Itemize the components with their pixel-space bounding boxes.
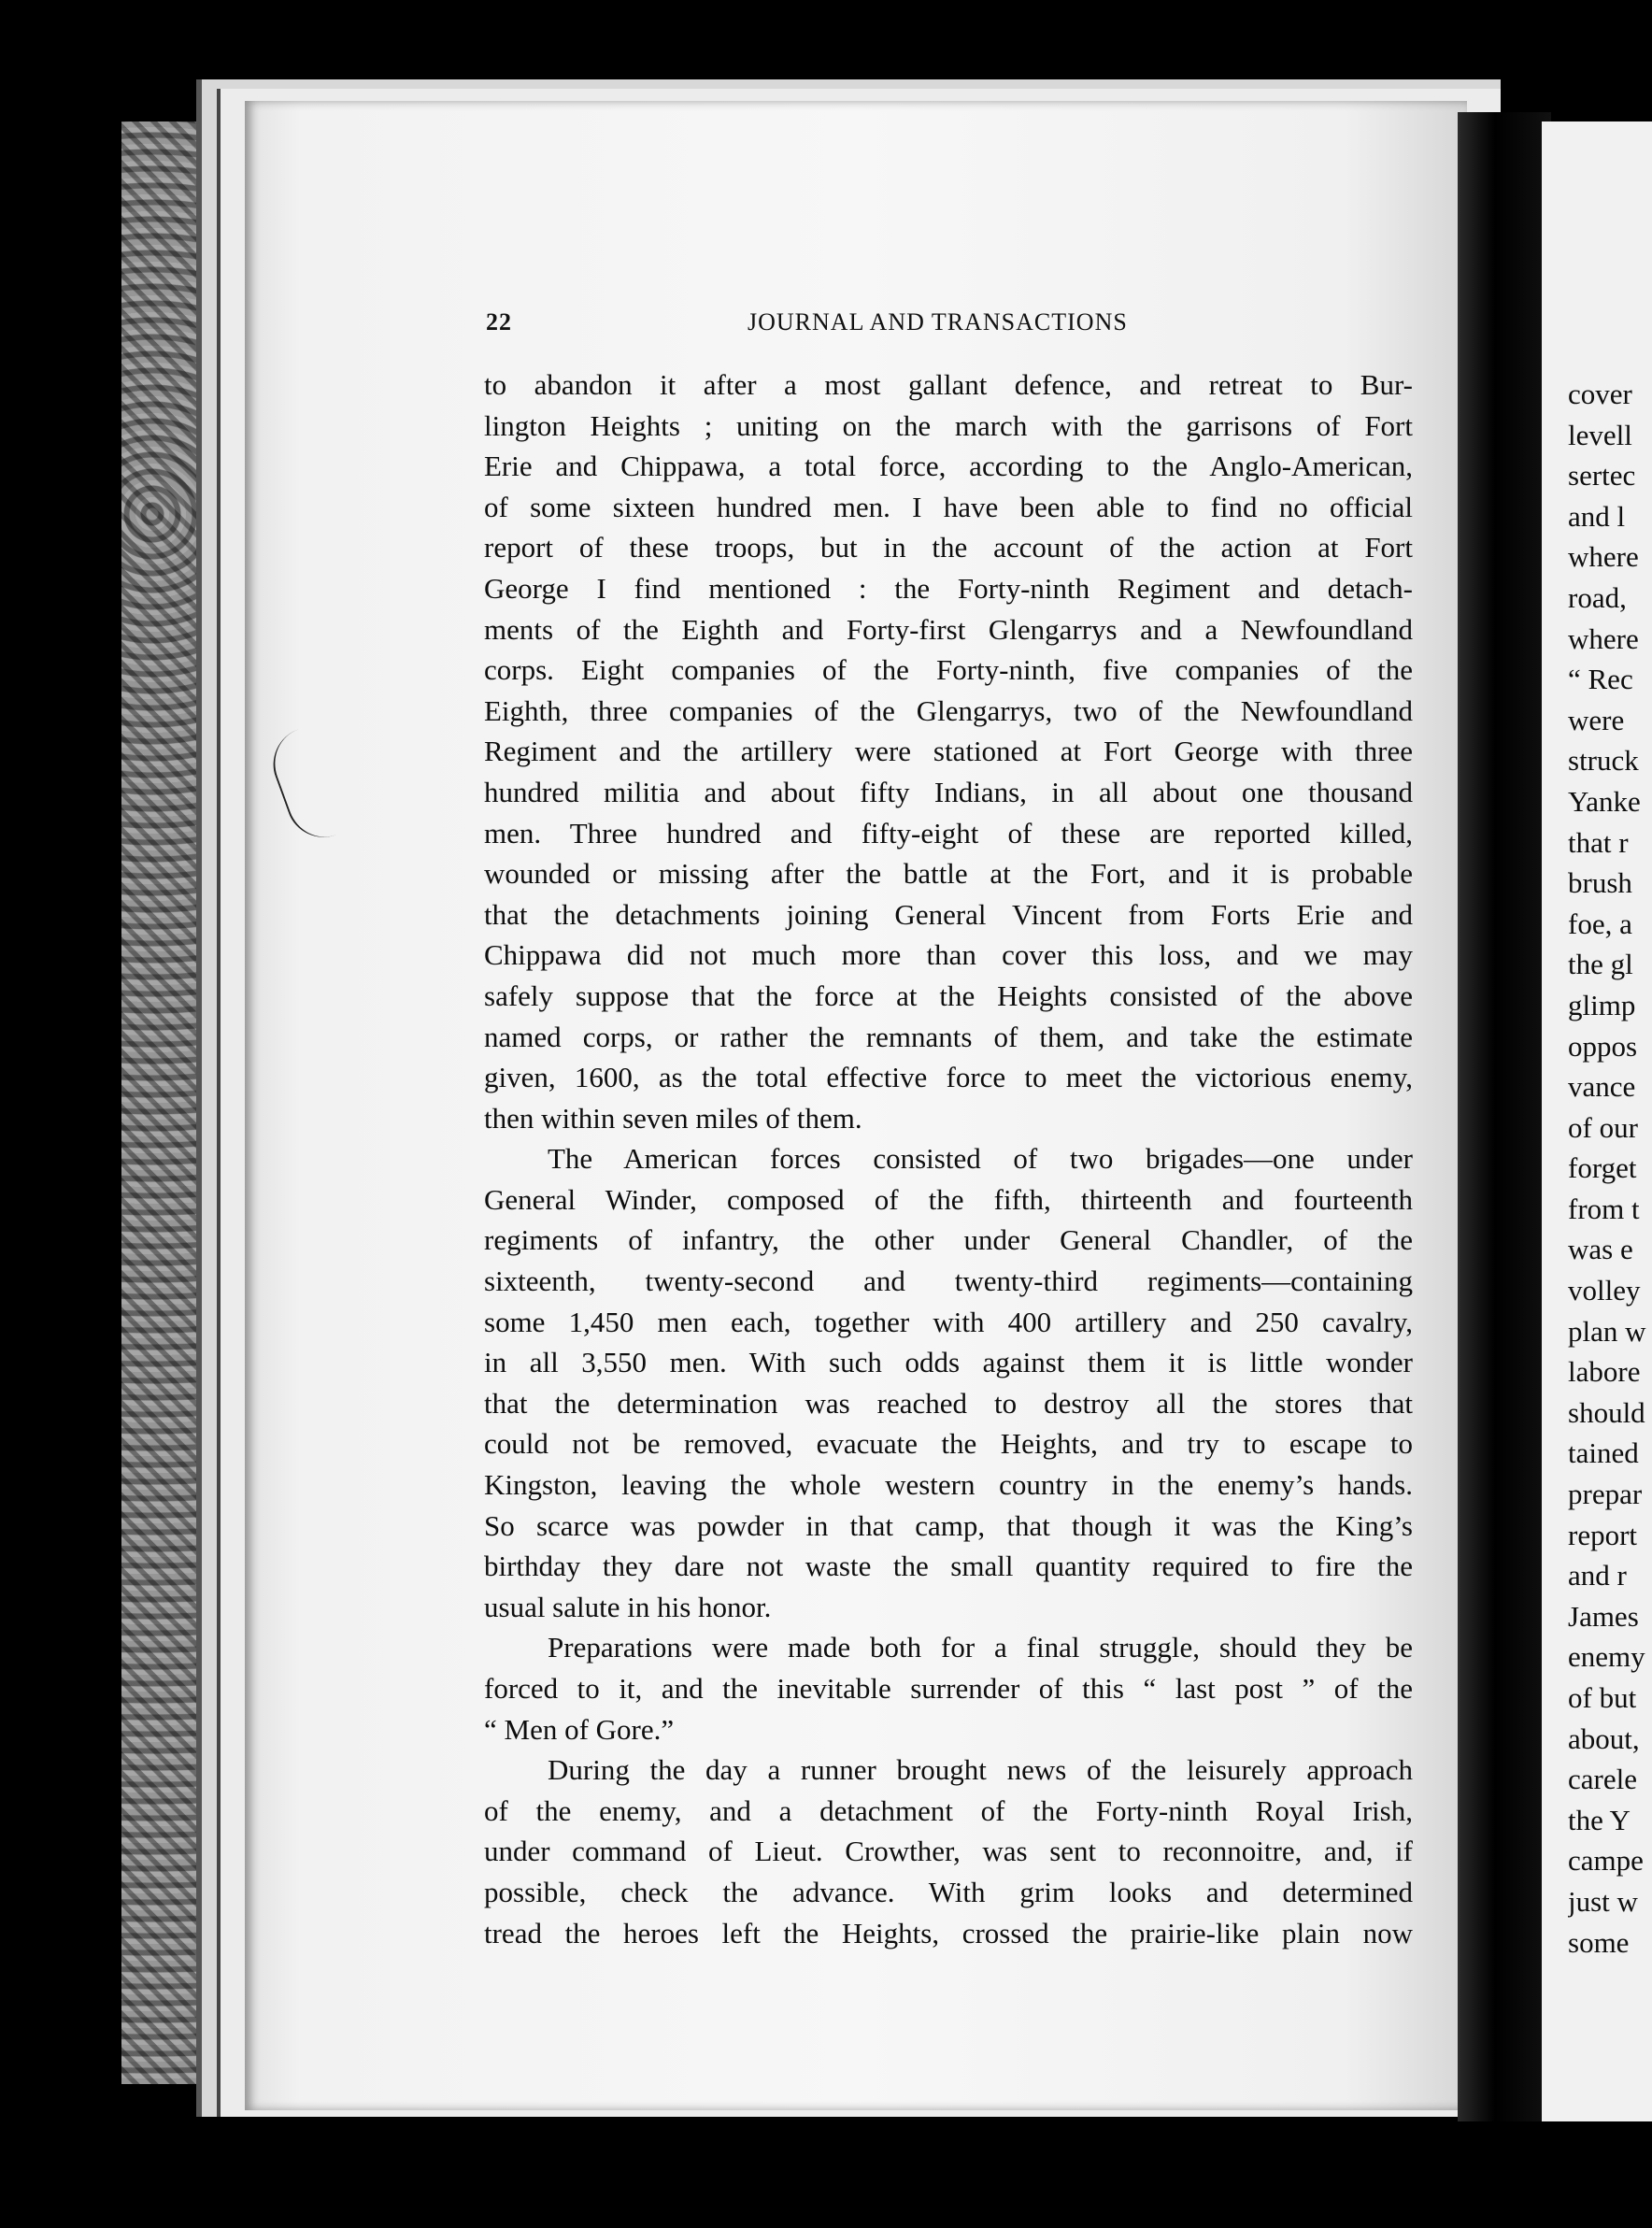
text-line: During the day a runner brought news of the leisurely approach bbox=[548, 1753, 1413, 1787]
text-line: could not be removed, evacuate the Heights, and try to escape to bbox=[484, 1427, 1413, 1461]
text-line: to abandon it after a most gallant defence, and retreat to Bur- bbox=[484, 368, 1413, 401]
facing-page-line: about, bbox=[1568, 1721, 1640, 1755]
text-line: Eighth, three companies of the Glengarrys, two of the Newfoundland bbox=[484, 693, 1413, 727]
text-line: “ Men of Gore.” bbox=[484, 1712, 675, 1746]
facing-page-line: “ Rec bbox=[1568, 663, 1633, 696]
facing-page-line: vance bbox=[1568, 1070, 1636, 1104]
text-line: some 1,450 men each, together with 400 artillery and 250 cavalry, bbox=[484, 1305, 1413, 1338]
text-line: tread the heroes left the Heights, crossed the prairie-like plain now bbox=[484, 1916, 1413, 1950]
facing-page-line: glimp bbox=[1568, 988, 1636, 1021]
facing-page-line: struck bbox=[1568, 744, 1639, 778]
facing-page-line: enemy bbox=[1568, 1640, 1645, 1674]
text-line: usual salute in his honor. bbox=[484, 1590, 772, 1623]
text-line: ments of the Eighth and Forty-first Glengarrys and a Newfoundland bbox=[484, 612, 1413, 646]
text-line: sixteenth, twenty-second and twenty-third regiments—containing bbox=[484, 1264, 1413, 1298]
facing-page-line: should bbox=[1568, 1395, 1645, 1429]
facing-page-line: sertec bbox=[1568, 459, 1636, 493]
text-line: So scarce was powder in that camp, that though it was the King’s bbox=[484, 1508, 1413, 1542]
text-line: report of these troops, but in the account of the action at Fort bbox=[484, 531, 1413, 564]
facing-page-line: were bbox=[1568, 703, 1625, 736]
facing-page-line: James bbox=[1568, 1599, 1639, 1633]
facing-page-line: labore bbox=[1568, 1355, 1641, 1389]
facing-page-line: where bbox=[1568, 621, 1639, 655]
facing-page-line: tained bbox=[1568, 1436, 1639, 1470]
text-line: possible, check the advance. With grim looks and determined bbox=[484, 1875, 1413, 1908]
facing-page-line: prepar bbox=[1568, 1478, 1643, 1511]
text-line: named corps, or rather the remnants of them, and take the estimate bbox=[484, 1020, 1413, 1053]
text-line: that the determination was reached to destroy all the stores that bbox=[484, 1386, 1413, 1420]
text-line: in all 3,550 men. With such odds against them it is little wonder bbox=[484, 1346, 1413, 1379]
facing-page-line: was e bbox=[1568, 1233, 1633, 1266]
text-line: of the enemy, and a detachment of the Forty-ninth Royal Irish, bbox=[484, 1793, 1413, 1827]
facing-page-line: and r bbox=[1568, 1559, 1627, 1592]
page-number: 22 bbox=[486, 308, 512, 336]
text-line: lington Heights ; uniting on the march with the garrisons of Fort bbox=[484, 408, 1413, 442]
text-line: regiments of infantry, the other under General Chandler, of the bbox=[484, 1223, 1413, 1257]
facing-page-text bbox=[1568, 374, 1652, 1963]
facing-page-line: levell bbox=[1568, 418, 1632, 451]
facing-page-line: some bbox=[1568, 1925, 1630, 1959]
facing-page-line: Yanke bbox=[1568, 784, 1641, 818]
text-line: Chippawa did not much more than cover this loss, and we may bbox=[484, 938, 1413, 972]
text-line: Erie and Chippawa, a total force, according to the Anglo-American, bbox=[484, 450, 1413, 483]
facing-page-line: foe, a bbox=[1568, 907, 1632, 940]
facing-page-line: the Y bbox=[1568, 1803, 1631, 1836]
facing-page-line: and l bbox=[1568, 499, 1626, 533]
facing-page-line: report bbox=[1568, 1518, 1638, 1551]
facing-page-line: carele bbox=[1568, 1763, 1637, 1796]
text-line: George I find mentioned : the Forty-ninth Regiment and detach- bbox=[484, 571, 1413, 605]
gutter-shadow bbox=[1458, 112, 1551, 2121]
facing-page-line: plan w bbox=[1568, 1314, 1646, 1348]
facing-page-line: road, bbox=[1568, 580, 1627, 614]
text-line: Kingston, leaving the whole western country in the enemy’s hands. bbox=[484, 1468, 1413, 1502]
facing-page-line: from t bbox=[1568, 1192, 1640, 1225]
facing-page-line: where bbox=[1568, 540, 1639, 574]
text-line: that the detachments joining General Vincent from Forts Erie and bbox=[484, 897, 1413, 931]
text-line: men. Three hundred and fifty-eight of these are reported killed, bbox=[484, 816, 1413, 850]
facing-page-line: brush bbox=[1568, 866, 1632, 900]
text-line: wounded or missing after the battle at the Fort, and it is probable bbox=[484, 857, 1413, 891]
facing-page-line: forget bbox=[1568, 1151, 1637, 1185]
text-line: General Winder, composed of the fifth, thirteenth and fourteenth bbox=[484, 1182, 1413, 1216]
text-line: forced to it, and the inevitable surrender of this “ last post ” of the bbox=[484, 1672, 1413, 1705]
text-line: under command of Lieut. Crowther, was sent to reconnoitre, and, if bbox=[484, 1835, 1413, 1868]
text-line: given, 1600, as the total effective force to meet the victorious enemy, bbox=[484, 1061, 1413, 1094]
text-line: corps. Eight companies of the Forty-ninth, five companies of the bbox=[484, 653, 1413, 687]
text-line: safely suppose that the force at the Heights consisted of the above bbox=[484, 978, 1413, 1012]
text-line: hundred militia and about fifty Indians, in all about one thousand bbox=[484, 775, 1413, 808]
facing-page-line: that r bbox=[1568, 825, 1629, 859]
text-line: Regiment and the artillery were stationed at Fort George with three bbox=[484, 735, 1413, 768]
facing-page-line: oppos bbox=[1568, 1029, 1638, 1063]
text-line: Preparations were made both for a final struggle, should they be bbox=[548, 1631, 1413, 1664]
page-header bbox=[486, 308, 1411, 346]
facing-page-line: volley bbox=[1568, 1274, 1641, 1307]
text-line: then within seven miles of them. bbox=[484, 1101, 862, 1135]
text-line: birthday they dare not waste the small quantity required to fire the bbox=[484, 1550, 1413, 1583]
body-text bbox=[484, 364, 1413, 1953]
text-line: of some sixteen hundred men. I have been able to find no official bbox=[484, 490, 1413, 523]
facing-page-line: of but bbox=[1568, 1681, 1637, 1714]
facing-page-line: campe bbox=[1568, 1844, 1644, 1878]
facing-page-line: the gl bbox=[1568, 948, 1633, 981]
facing-page-line: of our bbox=[1568, 1110, 1638, 1144]
text-line: The American forces consisted of two brigades—one under bbox=[548, 1142, 1413, 1176]
facing-page-line: cover bbox=[1568, 378, 1632, 410]
running-title: JOURNAL AND TRANSACTIONS bbox=[748, 308, 1128, 336]
facing-page-line: just w bbox=[1568, 1884, 1638, 1918]
